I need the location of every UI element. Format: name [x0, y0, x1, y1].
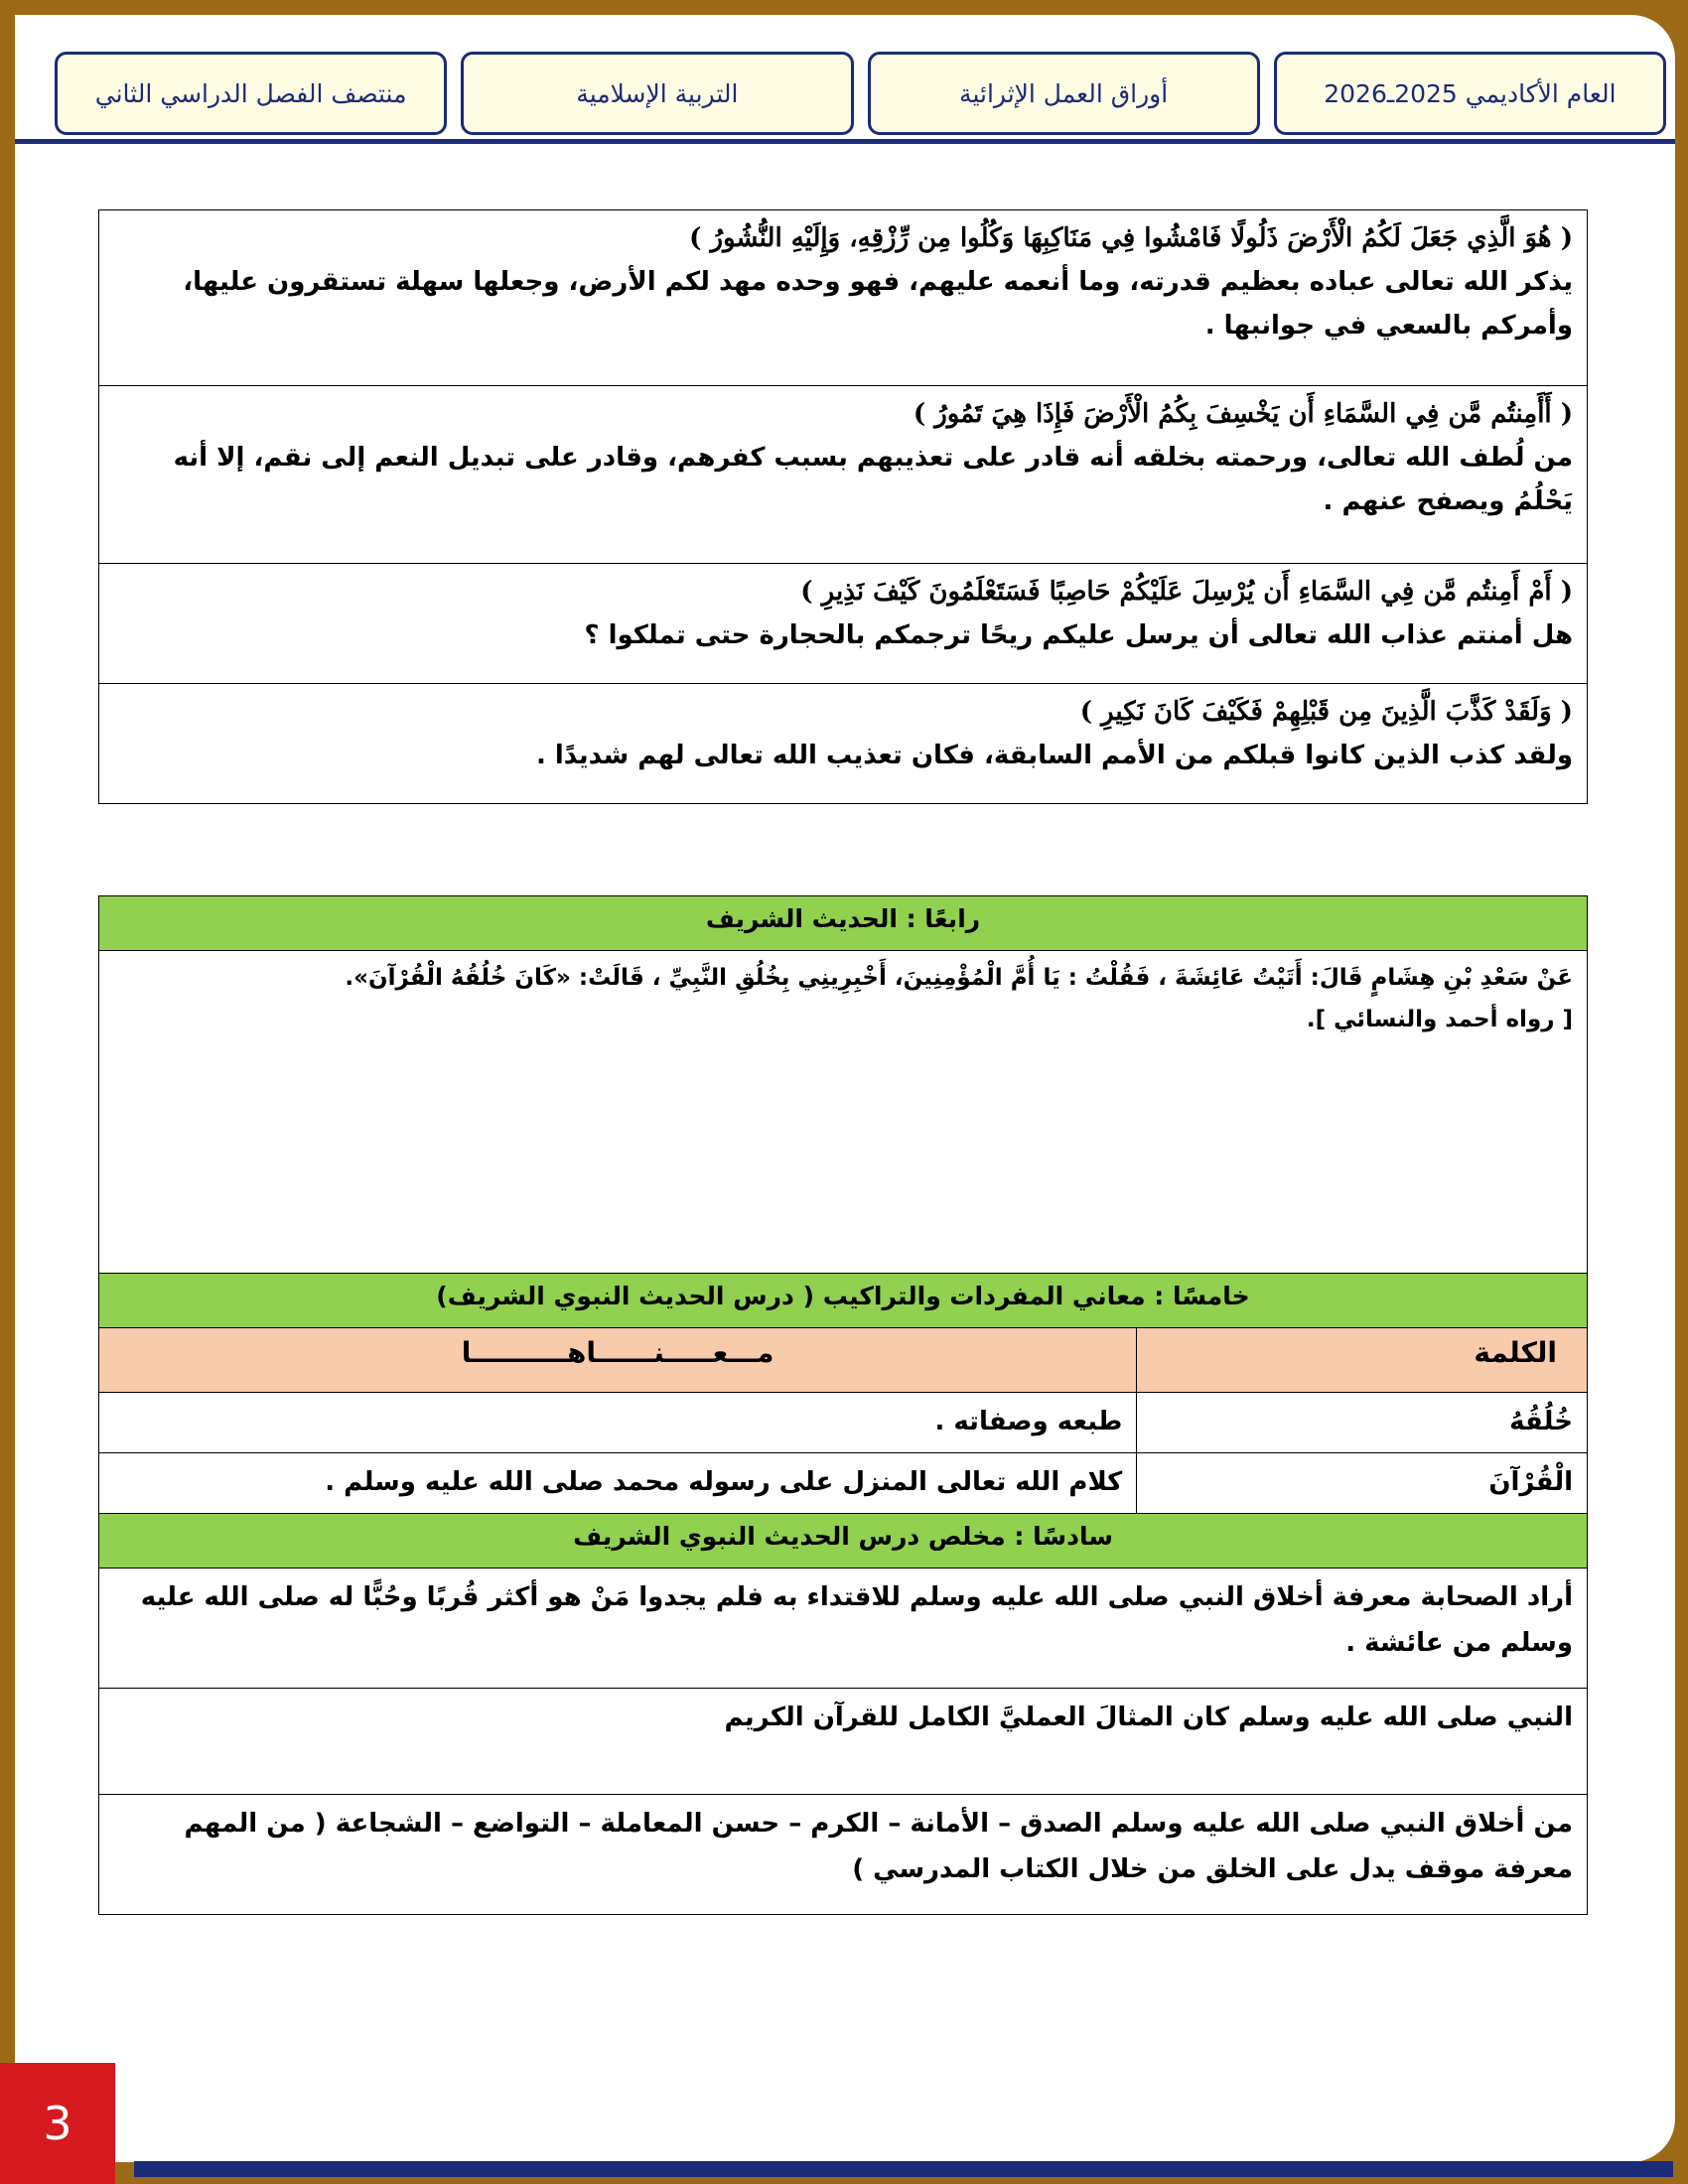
header-subject: التربية الإسلامية: [461, 52, 853, 135]
verse-row: [99, 684, 1588, 804]
verse-ayah: ( وَلَقَدْ كَذَّبَ الَّذِينَ مِن قَبْلِهِمْ فَكَيْفَ كَانَ نَكِيرِ ): [1079, 697, 1573, 727]
verse-explanation: هل أمنتم عذاب الله تعالى أن يرسل عليكم ريحًا ترجمكم بالحجارة حتى تملكوا ؟: [584, 620, 1573, 650]
summary-point: النبي صلى الله عليه وسلم كان المثالَ العمليَّ الكامل للقرآن الكريم: [99, 1689, 1588, 1795]
header-worksheets: أوراق العمل الإثرائية: [868, 52, 1260, 135]
vocab-word: الْقُرْآنَ: [1137, 1453, 1588, 1514]
header-term: منتصف الفصل الدراسي الثاني: [55, 52, 447, 135]
hadith-text: عَنْ سَعْدِ بْنِ هِشَامٍ قَالَ: أَتَيْتُ عَائِشَةَ ، فَقُلْتُ : يَا أُمَّ الْمُؤْمِنِينَ، أَخْبِرِينِي بِخُلُقِ النَّبِيِّ ، قَالَتْ: «كَانَ خُلُقُهُ الْقُرْآنَ».: [345, 965, 1573, 991]
summary-heading: سادسًا : مخلص درس الحديث النبوي الشريف: [99, 1514, 1588, 1569]
vocab-word: خُلُقُهُ: [1137, 1393, 1588, 1453]
vocab-heading: خامسًا : معاني المفردات والتراكيب ( درس الحديث النبوي الشريف): [99, 1274, 1588, 1328]
vocab-row: [99, 1393, 1588, 1453]
vocab-meaning: كلام الله تعالى المنزل على رسوله محمد صلى الله عليه وسلم .: [99, 1453, 1137, 1514]
summary-row: [99, 1689, 1588, 1795]
verse-row: [99, 210, 1588, 386]
verse-ayah: ( أَمْ أَمِنتُم مَّن فِي السَّمَاءِ أَن يُرْسِلَ عَلَيْكُمْ حَاصِبًا فَسَتَعْلَمُونَ كَيْفَ نَذِيرِ ): [800, 577, 1573, 607]
summary-point: من أخلاق النبي صلى الله عليه وسلم الصدق – الأمانة – الكرم – حسن المعاملة – التواضع – الشجاعة ( من المهم معرفة موقف يدل على الخلق من خلال الكتاب المدرسي ): [99, 1795, 1588, 1915]
summary-point: أراد الصحابة معرفة أخلاق النبي صلى الله عليه وسلم للاقتداء به فلم يجدوا مَنْ هو أكثر قُربًا وحُبًّا له صلى الله عليه وسلم من عائشة .: [99, 1569, 1588, 1689]
verse-ayah: ( هُوَ الَّذِي جَعَلَ لَكُمُ الْأَرْضَ ذَلُولًا فَامْشُوا فِي مَنَاكِبِهَا وَكُلُوا مِن رِّزْقِهِ، وَإِلَيْهِ النُّشُورُ ): [689, 223, 1573, 253]
verses-table: [98, 209, 1588, 804]
vocab-col-meaning: مـــعـــــنــــــاهــــــــــا: [99, 1328, 1137, 1393]
hadith-text-cell: [99, 951, 1588, 1274]
page-number: 3: [0, 2063, 115, 2184]
hadith-table: [98, 895, 1588, 1915]
summary-row: [99, 1795, 1588, 1915]
hadith-heading: رابعًا : الحديث الشريف: [99, 896, 1588, 951]
verse-row: [99, 564, 1588, 684]
verse-row: [99, 386, 1588, 564]
vocab-meaning: طبعه وصفاته .: [99, 1393, 1137, 1453]
verse-explanation: ولقد كذب الذين كانوا قبلكم من الأمم السابقة، فكان تعذيب الله تعالى لهم شديدًا .: [535, 741, 1573, 770]
header-academic-year: العام الأكاديمي 2025ـ2026: [1274, 52, 1666, 135]
verse-explanation: يذكر الله تعالى عباده بعظيم قدرته، وما أنعمه عليهم، فهو وحده مهد لكم الأرض، وجعلها سهلة تستقرون عليها، وأمركم بالسعي في جوانبها .: [183, 267, 1573, 341]
verse-explanation: من لُطف الله تعالى، ورحمته بخلقه أنه قادر على تعذيبهم بسبب كفرهم، وقادر على تبديل النعم إلى نقم، إلا أنه يَحْلُمُ ويصفح عنهم .: [173, 443, 1573, 516]
footer-bar: [134, 2161, 1673, 2177]
vocab-col-word: الكلمة: [1137, 1328, 1588, 1393]
verse-ayah: ( أَأَمِنتُم مَّن فِي السَّمَاءِ أَن يَخْسِفَ بِكُمُ الْأَرْضَ فَإِذَا هِيَ تَمُورُ ): [913, 399, 1573, 429]
hadith-source: [ رواه أحمد والنسائي ].: [1306, 1007, 1573, 1032]
summary-row: [99, 1569, 1588, 1689]
header-divider: [15, 139, 1675, 144]
vocab-row: [99, 1453, 1588, 1514]
header: [55, 52, 1666, 133]
